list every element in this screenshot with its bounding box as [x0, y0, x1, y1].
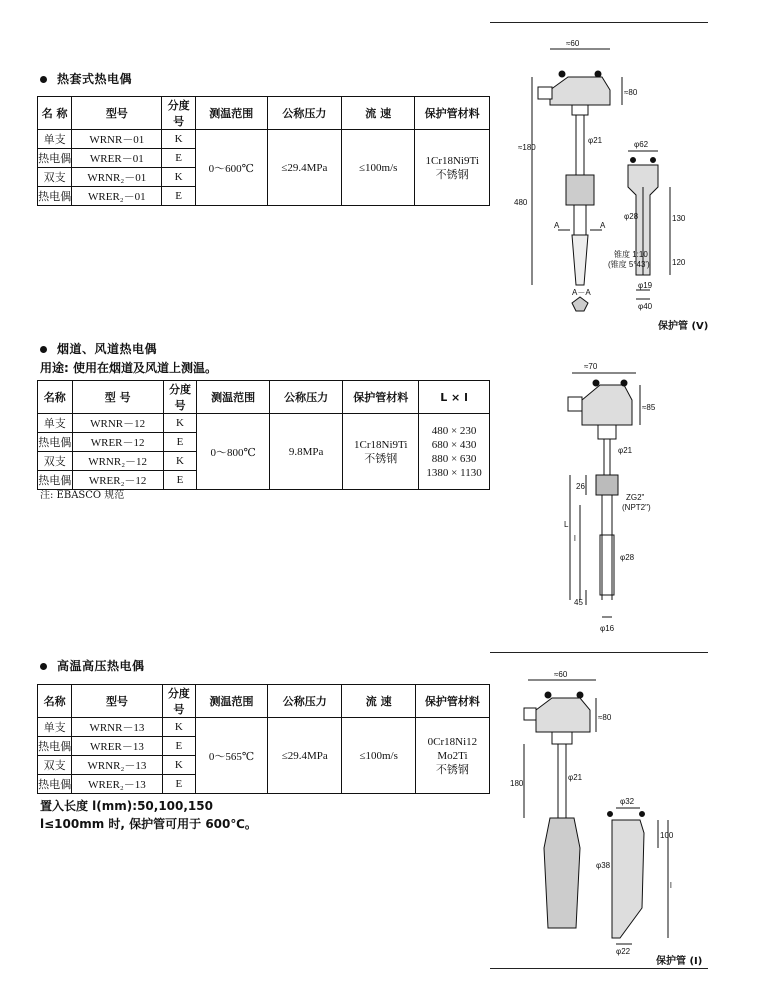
- dim-d22: φ22: [616, 947, 631, 956]
- dim-d21: φ21: [568, 773, 583, 782]
- dim-h120: 120: [672, 258, 686, 267]
- thread-zg: ZG2": [626, 493, 645, 502]
- table-header-row: 名称 型 号 分度号 测温范围 公称压力 保护管材料 L × l: [38, 381, 490, 414]
- table-row: 双支 WRNR₂－01 K: [38, 168, 490, 187]
- table-row: 热电偶 WRER－01 E: [38, 149, 490, 168]
- protection-tube-v-caption: 保护管 (V): [658, 321, 709, 332]
- thermocouple-drawing-2: [540, 355, 710, 640]
- dim-h480: 480: [514, 198, 528, 207]
- dim-d16: φ16: [600, 624, 615, 633]
- material-cell: 0Cr18Ni12 Mo2Ti 不锈钢: [415, 718, 489, 794]
- table-row: 单支 WRNR－12 K 0～800℃ 9.8MPa 1Cr18Ni9Ti 不锈钢 480 × 230 680 × 430 880 × 630 1380 × 1130: [38, 414, 490, 433]
- dim-d40: φ40: [638, 302, 653, 311]
- dim-d28: φ28: [620, 553, 635, 562]
- thread-npt: (NPT2"): [622, 503, 651, 512]
- section-mark-a: A: [554, 221, 560, 230]
- middle-rule: [490, 652, 708, 653]
- dim-h45: 45: [574, 598, 583, 607]
- dim-w60: ≈60: [554, 670, 568, 679]
- section-1-title: 热套式热电偶: [40, 70, 132, 87]
- section-mark-a: A: [600, 221, 606, 230]
- bullet-icon: [40, 346, 47, 353]
- bullet-icon: [40, 76, 47, 83]
- dim-d62: φ62: [634, 140, 649, 149]
- table-row: 热电偶 WRER₂－12 E: [38, 471, 490, 490]
- spec-table-1: [37, 96, 490, 206]
- table-row: 单支 WRNR－13 K 0～565℃ ≤29.4MPa ≤100m/s 0Cr18Ni12 Mo2Ti 不锈钢: [38, 718, 490, 737]
- material-cell: 1Cr18Ni9Ti 不锈钢: [415, 130, 490, 206]
- table-row: 双支 WRNR₂－12 K: [38, 452, 490, 471]
- bullet-icon: [40, 663, 47, 670]
- dim-d21: φ21: [588, 136, 603, 145]
- usage-text: 用途: 使用在烟道及风道上测温。: [40, 361, 217, 375]
- table-row: 双支 WRNR₂－13 K: [38, 756, 490, 775]
- taper-label: 锥度 1:10: [614, 250, 648, 259]
- spec-table-3: [37, 684, 490, 794]
- table-row: 热电偶 WRER₂－01 E: [38, 187, 490, 206]
- dim-d19: φ19: [638, 281, 653, 290]
- dim-d28: φ28: [624, 212, 639, 221]
- temperature-note: l≤100mm 时, 保护管可用于 600℃。: [40, 817, 257, 831]
- dim-h180: 180: [510, 779, 524, 788]
- table-header-row: 名 称 型号 分度号 测温范围 公称压力 流 速 保护管材料: [38, 97, 490, 130]
- taper-angle-label: (锥度 5°43'): [608, 260, 650, 269]
- spec-table-2: [37, 380, 490, 490]
- table-row: 单支 WRNR－01 K 0～600℃ ≤29.4MPa ≤100m/s 1Cr18Ni9Ti 不锈钢: [38, 130, 490, 149]
- dim-L: L: [564, 520, 569, 529]
- thermocouple-drawing-3: [508, 668, 708, 966]
- dim-h80: ≈80: [624, 88, 638, 97]
- dim-d21: φ21: [618, 446, 633, 455]
- protection-tube-i-caption: 保护管 (I): [656, 956, 703, 966]
- insertion-length-note: 置入长度 l(mm):50,100,150: [40, 799, 213, 813]
- thermocouple-drawing-1: [510, 35, 710, 335]
- dim-w60: ≈60: [566, 39, 580, 48]
- dim-h100: 100: [660, 831, 674, 840]
- dim-d38: φ38: [596, 861, 611, 870]
- dim-h85: ≈85: [642, 403, 656, 412]
- table-row: 热电偶 WRER－12 E: [38, 433, 490, 452]
- dim-l: l: [670, 881, 672, 890]
- material-cell: 1Cr18Ni9Ti 不锈钢: [343, 414, 419, 490]
- table-row: 热电偶 WRER－13 E: [38, 737, 490, 756]
- dim-l: l: [574, 534, 576, 543]
- dim-h130: 130: [672, 214, 686, 223]
- section-aa-label: A－A: [572, 288, 591, 297]
- table-header-row: 名称 型号 分度号 测温范围 公称压力 流 速 保护管材料: [38, 685, 490, 718]
- length-cell: 480 × 230 680 × 430 880 × 630 1380 × 1130: [419, 414, 490, 490]
- dim-h26: 26: [576, 482, 585, 491]
- top-rule: [490, 22, 708, 23]
- section-2-title: 烟道、风道热电偶: [40, 340, 157, 357]
- table-row: 热电偶 WRER₂－13 E: [38, 775, 490, 794]
- dim-d32: φ32: [620, 797, 635, 806]
- ebasco-note: 注: EBASCO 规范: [40, 490, 125, 501]
- dim-h80: ≈80: [598, 713, 612, 722]
- bottom-rule: [490, 968, 708, 969]
- dim-h180: ≈180: [518, 143, 536, 152]
- dim-w70: ≈70: [584, 362, 598, 371]
- section-3-title: 高温高压热电偶: [40, 657, 145, 674]
